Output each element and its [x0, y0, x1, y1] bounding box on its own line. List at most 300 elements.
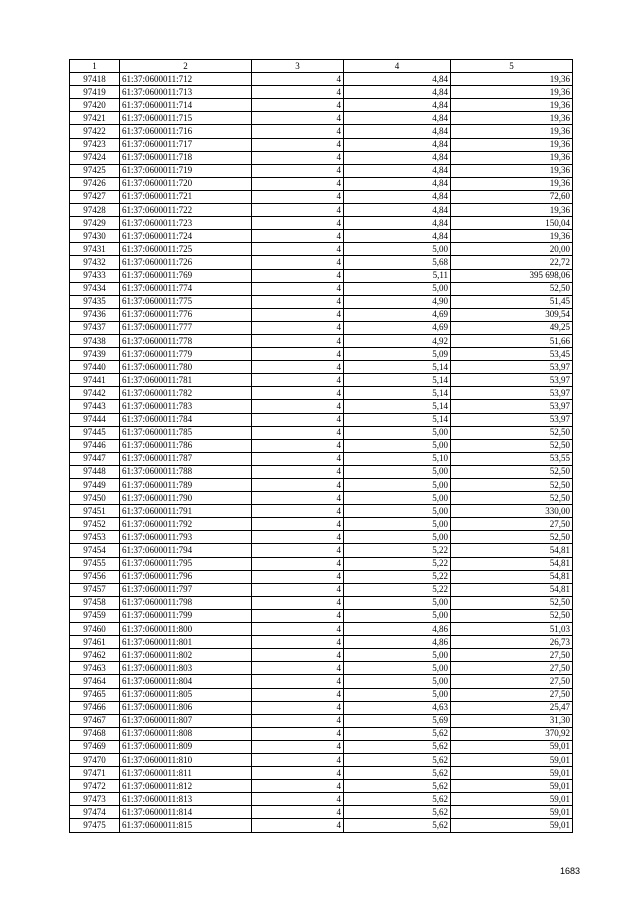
table-cell-col4: 5,00 — [344, 609, 451, 622]
table-cell-col2: 61:37:0600011:777 — [120, 321, 252, 334]
table-row — [70, 793, 573, 806]
table-cell-col1: 97435 — [70, 295, 120, 308]
table-cell-col1: 97425 — [70, 164, 120, 177]
table-cell-col5: 54,81 — [451, 583, 573, 596]
table-row — [70, 531, 573, 544]
table-row — [70, 73, 573, 86]
table-cell-col4: 5,62 — [344, 793, 451, 806]
table-cell-col5: 395 698,06 — [451, 269, 573, 282]
table-cell-col2: 61:37:0600011:722 — [120, 204, 252, 217]
column-header-3: 3 — [252, 60, 344, 73]
table-cell-col4: 5,62 — [344, 753, 451, 766]
table-row — [70, 164, 573, 177]
table-row — [70, 727, 573, 740]
table-cell-col1: 97450 — [70, 492, 120, 505]
table-cell-col5: 27,50 — [451, 518, 573, 531]
table-cell-col2: 61:37:0600011:716 — [120, 125, 252, 138]
table-cell-col4: 5,00 — [344, 662, 451, 675]
table-cell-col5: 20,00 — [451, 243, 573, 256]
table-cell-col2: 61:37:0600011:793 — [120, 531, 252, 544]
table-cell-col2: 61:37:0600011:800 — [120, 623, 252, 636]
table-cell-col2: 61:37:0600011:806 — [120, 701, 252, 714]
table-cell-col4: 4,84 — [344, 86, 451, 99]
table-cell-col2: 61:37:0600011:726 — [120, 256, 252, 269]
table-cell-col2: 61:37:0600011:804 — [120, 675, 252, 688]
table-cell-col3: 4 — [252, 793, 344, 806]
table-cell-col3: 4 — [252, 701, 344, 714]
table-cell-col1: 97437 — [70, 321, 120, 334]
table-cell-col5: 370,92 — [451, 727, 573, 740]
table-cell-col1: 97423 — [70, 138, 120, 151]
table-cell-col5: 27,50 — [451, 662, 573, 675]
table-cell-col2: 61:37:0600011:785 — [120, 426, 252, 439]
table-cell-col4: 5,00 — [344, 505, 451, 518]
table-cell-col5: 53,97 — [451, 361, 573, 374]
table-cell-col4: 5,22 — [344, 544, 451, 557]
table-row — [70, 465, 573, 478]
table-row — [70, 819, 573, 832]
table-cell-col3: 4 — [252, 269, 344, 282]
table-cell-col4: 4,84 — [344, 73, 451, 86]
table-cell-col1: 97458 — [70, 596, 120, 609]
table-cell-col5: 19,36 — [451, 164, 573, 177]
table-cell-col5: 52,50 — [451, 531, 573, 544]
table-cell-col3: 4 — [252, 348, 344, 361]
table-cell-col1: 97452 — [70, 518, 120, 531]
table-cell-col1: 97444 — [70, 413, 120, 426]
table-row — [70, 387, 573, 400]
table-cell-col4: 5,62 — [344, 819, 451, 832]
table-cell-col3: 4 — [252, 243, 344, 256]
table-cell-col4: 4,84 — [344, 138, 451, 151]
table-cell-col2: 61:37:0600011:813 — [120, 793, 252, 806]
table-cell-col1: 97436 — [70, 308, 120, 321]
table-cell-col2: 61:37:0600011:802 — [120, 649, 252, 662]
table-cell-col3: 4 — [252, 413, 344, 426]
table-cell-col4: 5,00 — [344, 282, 451, 295]
table-row — [70, 688, 573, 701]
table-cell-col1: 97474 — [70, 806, 120, 819]
table-cell-col5: 330,00 — [451, 505, 573, 518]
table-cell-col2: 61:37:0600011:789 — [120, 479, 252, 492]
table-row — [70, 269, 573, 282]
table-cell-col5: 51,03 — [451, 623, 573, 636]
table-row — [70, 426, 573, 439]
table-cell-col3: 4 — [252, 256, 344, 269]
table-cell-col4: 5,00 — [344, 243, 451, 256]
table-cell-col5: 27,50 — [451, 675, 573, 688]
table-cell-col2: 61:37:0600011:799 — [120, 609, 252, 622]
table-cell-col4: 5,00 — [344, 439, 451, 452]
table-cell-col5: 53,45 — [451, 348, 573, 361]
table-cell-col2: 61:37:0600011:779 — [120, 348, 252, 361]
table-cell-col2: 61:37:0600011:794 — [120, 544, 252, 557]
table-cell-col3: 4 — [252, 583, 344, 596]
table-cell-col2: 61:37:0600011:812 — [120, 780, 252, 793]
table-row — [70, 505, 573, 518]
table-cell-col4: 4,84 — [344, 112, 451, 125]
table-cell-col3: 4 — [252, 308, 344, 321]
table-cell-col1: 97460 — [70, 623, 120, 636]
table-row — [70, 321, 573, 334]
table-cell-col2: 61:37:0600011:810 — [120, 753, 252, 766]
table-cell-col2: 61:37:0600011:778 — [120, 334, 252, 347]
table-cell-col5: 53,97 — [451, 374, 573, 387]
table-cell-col3: 4 — [252, 439, 344, 452]
table-cell-col2: 61:37:0600011:720 — [120, 177, 252, 190]
table-cell-col1: 97438 — [70, 334, 120, 347]
table-cell-col4: 5,00 — [344, 649, 451, 662]
table-cell-col5: 53,97 — [451, 400, 573, 413]
table-cell-col4: 5,10 — [344, 452, 451, 465]
table-row — [70, 282, 573, 295]
table-cell-col5: 25,47 — [451, 701, 573, 714]
table-cell-col3: 4 — [252, 125, 344, 138]
table-cell-col1: 97434 — [70, 282, 120, 295]
table-cell-col3: 4 — [252, 387, 344, 400]
table-cell-col1: 97421 — [70, 112, 120, 125]
table-cell-col1: 97422 — [70, 125, 120, 138]
table-cell-col5: 52,50 — [451, 465, 573, 478]
table-cell-col3: 4 — [252, 164, 344, 177]
table-cell-col5: 54,81 — [451, 570, 573, 583]
table-cell-col3: 4 — [252, 819, 344, 832]
table-cell-col1: 97424 — [70, 151, 120, 164]
table-cell-col1: 97463 — [70, 662, 120, 675]
table-cell-col2: 61:37:0600011:775 — [120, 295, 252, 308]
table-row — [70, 740, 573, 753]
table-cell-col4: 5,00 — [344, 675, 451, 688]
table-cell-col5: 19,36 — [451, 112, 573, 125]
table-cell-col3: 4 — [252, 544, 344, 557]
table-cell-col2: 61:37:0600011:807 — [120, 714, 252, 727]
table-cell-col3: 4 — [252, 177, 344, 190]
table-cell-col3: 4 — [252, 334, 344, 347]
table-cell-col4: 5,00 — [344, 688, 451, 701]
table-cell-col2: 61:37:0600011:786 — [120, 439, 252, 452]
column-header-5: 5 — [451, 60, 573, 73]
table-cell-col2: 61:37:0600011:790 — [120, 492, 252, 505]
table-cell-col1: 97431 — [70, 243, 120, 256]
table-cell-col3: 4 — [252, 688, 344, 701]
table-cell-col1: 97455 — [70, 557, 120, 570]
table-row — [70, 86, 573, 99]
table-cell-col4: 5,00 — [344, 479, 451, 492]
table-cell-col4: 5,14 — [344, 400, 451, 413]
table-cell-col5: 59,01 — [451, 780, 573, 793]
table-cell-col1: 97433 — [70, 269, 120, 282]
table-row — [70, 623, 573, 636]
table-cell-col4: 4,84 — [344, 177, 451, 190]
table-cell-col5: 51,66 — [451, 334, 573, 347]
table-cell-col3: 4 — [252, 662, 344, 675]
table-cell-col1: 97453 — [70, 531, 120, 544]
table-cell-col3: 4 — [252, 479, 344, 492]
table-cell-col5: 19,36 — [451, 204, 573, 217]
table-cell-col4: 4,84 — [344, 217, 451, 230]
table-cell-col4: 5,62 — [344, 740, 451, 753]
table-cell-col3: 4 — [252, 321, 344, 334]
table-cell-col3: 4 — [252, 282, 344, 295]
table-cell-col2: 61:37:0600011:801 — [120, 636, 252, 649]
table-cell-col2: 61:37:0600011:796 — [120, 570, 252, 583]
table-cell-col3: 4 — [252, 740, 344, 753]
table-row — [70, 99, 573, 112]
table-cell-col5: 59,01 — [451, 767, 573, 780]
table-cell-col5: 52,50 — [451, 609, 573, 622]
table-cell-col5: 19,36 — [451, 138, 573, 151]
table-cell-col5: 19,36 — [451, 151, 573, 164]
table-cell-col5: 52,50 — [451, 426, 573, 439]
table-cell-col5: 309,54 — [451, 308, 573, 321]
table-cell-col5: 53,97 — [451, 387, 573, 400]
table-cell-col3: 4 — [252, 570, 344, 583]
table-cell-col4: 4,63 — [344, 701, 451, 714]
table-cell-col4: 4,84 — [344, 125, 451, 138]
table-row — [70, 596, 573, 609]
table-cell-col3: 4 — [252, 452, 344, 465]
table-cell-col3: 4 — [252, 465, 344, 478]
table-row — [70, 701, 573, 714]
table-cell-col4: 5,14 — [344, 413, 451, 426]
table-cell-col3: 4 — [252, 806, 344, 819]
table-cell-col4: 4,84 — [344, 164, 451, 177]
table-cell-col4: 4,84 — [344, 190, 451, 203]
table-cell-col3: 4 — [252, 73, 344, 86]
table-cell-col5: 27,50 — [451, 649, 573, 662]
table-row — [70, 334, 573, 347]
table-cell-col1: 97442 — [70, 387, 120, 400]
table-cell-col1: 97461 — [70, 636, 120, 649]
table-cell-col2: 61:37:0600011:725 — [120, 243, 252, 256]
table-row — [70, 636, 573, 649]
table-cell-col1: 97465 — [70, 688, 120, 701]
table-cell-col5: 19,36 — [451, 177, 573, 190]
table-cell-col1: 97448 — [70, 465, 120, 478]
table-cell-col2: 61:37:0600011:712 — [120, 73, 252, 86]
table-cell-col4: 5,62 — [344, 767, 451, 780]
table-cell-col1: 97454 — [70, 544, 120, 557]
table-cell-col3: 4 — [252, 86, 344, 99]
header-row — [70, 60, 573, 73]
table-cell-col4: 5,09 — [344, 348, 451, 361]
table-cell-col5: 19,36 — [451, 73, 573, 86]
table-cell-col5: 52,50 — [451, 492, 573, 505]
table-row — [70, 243, 573, 256]
table-row — [70, 806, 573, 819]
table-cell-col3: 4 — [252, 767, 344, 780]
table-cell-col4: 5,69 — [344, 714, 451, 727]
table-cell-col1: 97419 — [70, 86, 120, 99]
table-cell-col1: 97468 — [70, 727, 120, 740]
table-cell-col5: 59,01 — [451, 819, 573, 832]
table-cell-col1: 97466 — [70, 701, 120, 714]
table-cell-col4: 4,84 — [344, 151, 451, 164]
table-cell-col1: 97471 — [70, 767, 120, 780]
table-cell-col2: 61:37:0600011:719 — [120, 164, 252, 177]
table-cell-col4: 5,00 — [344, 465, 451, 478]
table-cell-col3: 4 — [252, 675, 344, 688]
table-row — [70, 204, 573, 217]
column-header-4: 4 — [344, 60, 451, 73]
table-cell-col1: 97420 — [70, 99, 120, 112]
table-cell-col2: 61:37:0600011:788 — [120, 465, 252, 478]
table-cell-col4: 5,11 — [344, 269, 451, 282]
table-cell-col5: 53,97 — [451, 413, 573, 426]
table-row — [70, 557, 573, 570]
table-cell-col2: 61:37:0600011:784 — [120, 413, 252, 426]
table-cell-col1: 97472 — [70, 780, 120, 793]
table-cell-col2: 61:37:0600011:795 — [120, 557, 252, 570]
table-cell-col1: 97432 — [70, 256, 120, 269]
table-cell-col1: 97475 — [70, 819, 120, 832]
column-header-2: 2 — [120, 60, 252, 73]
table-row — [70, 479, 573, 492]
table-cell-col5: 51,45 — [451, 295, 573, 308]
table-cell-col5: 72,60 — [451, 190, 573, 203]
table-row — [70, 295, 573, 308]
table-cell-col2: 61:37:0600011:721 — [120, 190, 252, 203]
table-cell-col5: 52,50 — [451, 439, 573, 452]
table-cell-col2: 61:37:0600011:724 — [120, 230, 252, 243]
table-cell-col1: 97418 — [70, 73, 120, 86]
table-cell-col5: 59,01 — [451, 753, 573, 766]
table-cell-col1: 97457 — [70, 583, 120, 596]
table-cell-col2: 61:37:0600011:809 — [120, 740, 252, 753]
table-cell-col1: 97428 — [70, 204, 120, 217]
table-cell-col5: 52,50 — [451, 479, 573, 492]
table-cell-col3: 4 — [252, 780, 344, 793]
table-cell-col4: 5,22 — [344, 583, 451, 596]
table-cell-col2: 61:37:0600011:718 — [120, 151, 252, 164]
table-cell-col1: 97451 — [70, 505, 120, 518]
table-row — [70, 649, 573, 662]
table-cell-col1: 97473 — [70, 793, 120, 806]
table-cell-col3: 4 — [252, 505, 344, 518]
table-cell-col1: 97449 — [70, 479, 120, 492]
table-cell-col3: 4 — [252, 138, 344, 151]
table-cell-col4: 4,84 — [344, 204, 451, 217]
table-row — [70, 780, 573, 793]
table-cell-col4: 4,69 — [344, 308, 451, 321]
table-cell-col2: 61:37:0600011:811 — [120, 767, 252, 780]
table-cell-col5: 31,30 — [451, 714, 573, 727]
table-cell-col4: 5,00 — [344, 518, 451, 531]
table-cell-col1: 97439 — [70, 348, 120, 361]
table-cell-col1: 97467 — [70, 714, 120, 727]
table-cell-col1: 97427 — [70, 190, 120, 203]
table-cell-col5: 53,55 — [451, 452, 573, 465]
table-row — [70, 518, 573, 531]
table-row — [70, 753, 573, 766]
table-row — [70, 452, 573, 465]
table-cell-col1: 97441 — [70, 374, 120, 387]
table-cell-col1: 97462 — [70, 649, 120, 662]
table-row — [70, 714, 573, 727]
table-cell-col4: 5,62 — [344, 806, 451, 819]
table-cell-col4: 5,22 — [344, 557, 451, 570]
table-cell-col5: 22,72 — [451, 256, 573, 269]
table-cell-col3: 4 — [252, 112, 344, 125]
table-row — [70, 125, 573, 138]
table-cell-col3: 4 — [252, 400, 344, 413]
table-cell-col1: 97445 — [70, 426, 120, 439]
table-row — [70, 308, 573, 321]
table-cell-col4: 4,86 — [344, 623, 451, 636]
table-row — [70, 348, 573, 361]
table-cell-col2: 61:37:0600011:780 — [120, 361, 252, 374]
table-cell-col1: 97447 — [70, 452, 120, 465]
table-cell-col2: 61:37:0600011:776 — [120, 308, 252, 321]
table-cell-col5: 19,36 — [451, 86, 573, 99]
table-cell-col5: 27,50 — [451, 688, 573, 701]
table-cell-col5: 52,50 — [451, 282, 573, 295]
table-cell-col3: 4 — [252, 753, 344, 766]
table-cell-col4: 5,62 — [344, 727, 451, 740]
table-cell-col5: 59,01 — [451, 793, 573, 806]
table-cell-col5: 19,36 — [451, 230, 573, 243]
table-cell-col1: 97470 — [70, 753, 120, 766]
table-cell-col3: 4 — [252, 217, 344, 230]
table-row — [70, 361, 573, 374]
table-cell-col2: 61:37:0600011:815 — [120, 819, 252, 832]
table-cell-col1: 97469 — [70, 740, 120, 753]
table-cell-col3: 4 — [252, 714, 344, 727]
table-cell-col1: 97459 — [70, 609, 120, 622]
table-cell-col2: 61:37:0600011:774 — [120, 282, 252, 295]
table-cell-col4: 5,14 — [344, 387, 451, 400]
table-row — [70, 112, 573, 125]
table-cell-col2: 61:37:0600011:798 — [120, 596, 252, 609]
table-cell-col3: 4 — [252, 531, 344, 544]
table-cell-col3: 4 — [252, 518, 344, 531]
table-cell-col5: 26,73 — [451, 636, 573, 649]
table-cell-col2: 61:37:0600011:782 — [120, 387, 252, 400]
table-body — [70, 73, 573, 832]
table-cell-col3: 4 — [252, 492, 344, 505]
table-row — [70, 675, 573, 688]
table-cell-col3: 4 — [252, 596, 344, 609]
table-cell-col4: 5,68 — [344, 256, 451, 269]
table-cell-col3: 4 — [252, 361, 344, 374]
table-cell-col2: 61:37:0600011:792 — [120, 518, 252, 531]
table-cell-col3: 4 — [252, 99, 344, 112]
table-cell-col3: 4 — [252, 190, 344, 203]
table-cell-col4: 5,14 — [344, 374, 451, 387]
table-cell-col5: 59,01 — [451, 806, 573, 819]
table-cell-col2: 61:37:0600011:713 — [120, 86, 252, 99]
table-cell-col4: 5,14 — [344, 361, 451, 374]
table-cell-col2: 61:37:0600011:783 — [120, 400, 252, 413]
table-row — [70, 230, 573, 243]
table-cell-col3: 4 — [252, 151, 344, 164]
table-row — [70, 662, 573, 675]
table-row — [70, 374, 573, 387]
table-cell-col1: 97426 — [70, 177, 120, 190]
table-cell-col5: 54,81 — [451, 544, 573, 557]
table-cell-col4: 4,92 — [344, 334, 451, 347]
table-row — [70, 190, 573, 203]
table-cell-col3: 4 — [252, 426, 344, 439]
table-row — [70, 570, 573, 583]
table-cell-col4: 5,00 — [344, 596, 451, 609]
table-cell-col4: 5,00 — [344, 492, 451, 505]
table-cell-col4: 4,69 — [344, 321, 451, 334]
table-cell-col5: 150,04 — [451, 217, 573, 230]
table-cell-col3: 4 — [252, 609, 344, 622]
table-cell-col2: 61:37:0600011:814 — [120, 806, 252, 819]
table-cell-col4: 4,84 — [344, 99, 451, 112]
